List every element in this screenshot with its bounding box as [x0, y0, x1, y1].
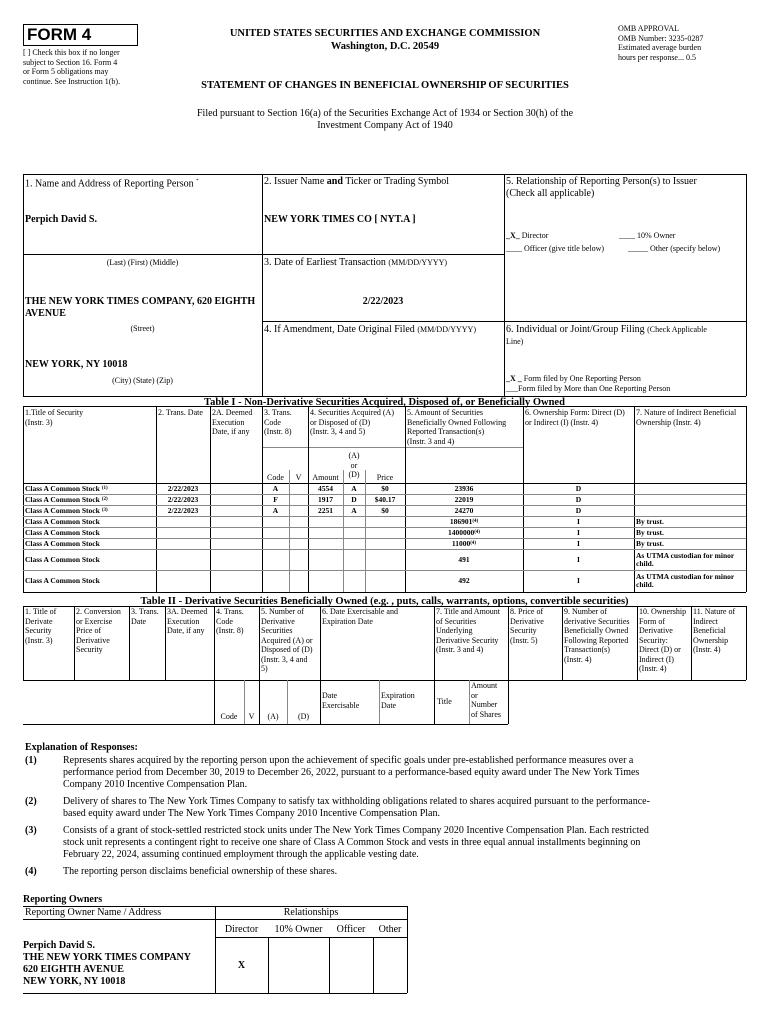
t1-cell-price: [365, 516, 405, 527]
explanation-line: performance period from December 30, 2019 to December 26, 2022, pursuant to a performance-based equity award under The New York Times: [63, 767, 640, 778]
t2-col5-header: 5. Number of Derivative Securities Acquired (A) or Disposed of (D) (Instr. 3, 4 and 5): [261, 607, 313, 673]
t1-cell-price: [365, 538, 405, 549]
t1-cell-code: [262, 483, 289, 494]
owners-col-ten-pct: 10% Owner: [274, 924, 323, 935]
t1-value-owned: 22019: [454, 494, 474, 504]
owner-name-address: Perpich David S. THE NEW YORK TIMES COMPANY 620 EIGHTH AVENUE NEW YORK, NY 10018: [23, 940, 191, 987]
t1-cell-aord: [343, 483, 365, 494]
t1-value-date: 2/22/2023: [167, 483, 199, 493]
table1-title: Table I - Non-Derivative Securities Acquired, Disposed of, or Beneficially Owned: [204, 397, 565, 408]
t1-cell-date: [156, 483, 210, 494]
explanation-line: February 22, 2024, assuming continued employment through the applicable vesting date.: [63, 848, 419, 860]
t1-cell-price: [365, 549, 405, 570]
t1-cell-nature: [636, 483, 746, 494]
t1-value-aord: A: [351, 483, 357, 493]
t1-value-nature: As UTMA custodian for minor child.: [636, 550, 735, 568]
t1-cell-price: [365, 494, 405, 505]
t1-value-code: A: [272, 483, 279, 493]
t1-value-title: Class A Common Stock: [25, 554, 100, 564]
street-caption: (Street): [130, 324, 155, 333]
reporting-person-city: NEW YORK, NY 10018: [25, 359, 128, 370]
t1-col3-header: 3. Trans. Code (Instr. 8): [264, 408, 292, 436]
t1-sub-aord: (A) or (D): [348, 451, 360, 479]
t2-col7-header: 7. Title and Amount of Securities Underlying Derivative Security (Instr. 3 and 4): [436, 607, 501, 654]
footnote-mark: (1): [101, 485, 108, 491]
footnote-mark: (4): [470, 540, 477, 546]
earliest-transaction-date: 2/22/2023: [362, 296, 404, 307]
t2-col2-header: 2. Conversion or Exercise Price of Derivative Security: [76, 607, 121, 654]
t1-cell-owned: [405, 483, 523, 494]
t1-cell-date: [156, 516, 210, 527]
explanation-text: [63, 825, 753, 861]
t1-cell-date: [156, 505, 210, 516]
t1-cell-owned: [405, 505, 523, 516]
t1-value-owned: 23936: [454, 483, 474, 493]
issuer-name: NEW YORK TIMES CO [ NYT.A ]: [264, 214, 416, 225]
reporting-person-street: THE NEW YORK TIMES COMPANY, 620 EIGHTH AVENUE: [25, 296, 256, 319]
relationship-ten-pct-row: ____ 10% Owner: [619, 231, 676, 240]
t1-cell-amount: [308, 549, 343, 570]
box6-label: 6. Individual or Joint/Group Filing (Check Applicable Line): [506, 324, 707, 346]
t2-col10-header: 10. Ownership Form of Derivative Security: Direct (D) or Indirect (I) (Instr. 4): [639, 607, 687, 673]
reporting-person-name: Perpich David S.: [25, 214, 97, 225]
box3-label: 3. Date of Earliest Transaction (MM/DD/YYYY): [264, 257, 448, 268]
t1-cell-code: [262, 527, 289, 538]
t1-cell-amount: [308, 570, 343, 592]
t1-cell-amount: [308, 483, 343, 494]
t1-cell-aord: [343, 527, 365, 538]
t1-col2-header: 2. Trans. Date: [158, 408, 203, 417]
t1-value-code: F: [273, 494, 278, 504]
t1-value-owned: 24270: [454, 505, 474, 515]
relationship-other-row: _____ Other (specify below): [628, 244, 721, 253]
explanation-text: [63, 866, 753, 878]
t2-col3a-header: 3A. Deemed Execution Date, if any: [167, 607, 208, 635]
footnote-mark: (3): [101, 507, 108, 513]
t1-cell-title: [25, 494, 154, 505]
t1-sub-price: Price: [376, 473, 394, 482]
t1-cell-owned: [405, 494, 523, 505]
t1-cell-code: [262, 494, 289, 505]
owners-col-name: Reporting Owner Name / Address: [25, 907, 162, 918]
t1-value-price: $0: [381, 483, 389, 493]
t1-value-form: I: [577, 554, 580, 564]
t1-value-nature: By trust.: [636, 516, 664, 526]
t1-value-form: D: [575, 505, 582, 515]
explanation-number: (4): [25, 865, 37, 877]
table2-title: Table II - Derivative Securities Beneficially Owned (e.g. , puts, calls, warrants, options, convertible securities): [140, 596, 629, 607]
t1-value-nature: As UTMA custodian for minor child.: [636, 572, 735, 589]
t1-cell-nature: [636, 570, 746, 592]
table-row: [0, 538, 770, 549]
t1-value-form: I: [577, 527, 580, 537]
t2-sub-title: Title: [437, 697, 452, 706]
t1-cell-owned: [405, 549, 523, 570]
t1-cell-code: [262, 570, 289, 592]
footnote-mark: (4): [474, 529, 481, 535]
t1-value-aord: A: [351, 505, 357, 515]
box1-label: 1. Name and Address of Reporting Person *: [25, 178, 199, 190]
t1-cell-amount: [308, 505, 343, 516]
agency-name: UNITED STATES SECURITIES AND EXCHANGE COMMISSION: [229, 28, 541, 39]
t1-value-title: Class A Common Stock: [25, 527, 100, 537]
t1-col1-header: 1.Title of Security (Instr. 3): [25, 408, 84, 427]
t2-col1-header: 1. Title of Derivate Security (Instr. 3): [25, 607, 57, 645]
t1-cell-title: [25, 527, 154, 538]
t1-value-owned: 11000: [451, 538, 471, 548]
t1-cell-amount: [308, 516, 343, 527]
t1-cell-aord: [343, 538, 365, 549]
t1-cell-aord: [343, 549, 365, 570]
t1-value-amount: 4554: [318, 483, 333, 493]
t1-value-form: I: [577, 538, 580, 548]
explanation-number: (1): [25, 755, 37, 766]
table-row: [0, 505, 770, 516]
explanation-heading: Explanation of Responses:: [25, 742, 138, 753]
t1-cell-form: [523, 549, 634, 570]
t1-cell-title: [25, 516, 154, 527]
t1-col2a-header: 2A. Deemed Execution Date, if any: [212, 408, 253, 436]
table-row: [0, 570, 770, 592]
t1-value-title: Class A Common Stock: [25, 494, 100, 504]
t1-cell-code: [262, 549, 289, 570]
footnote-mark: (2): [101, 496, 108, 502]
t1-cell-owned: [405, 516, 523, 527]
t1-value-form: D: [575, 483, 582, 493]
t1-cell-amount: [308, 527, 343, 538]
explanation-text: [63, 796, 753, 820]
t1-cell-date: [156, 570, 210, 592]
t1-cell-code: [262, 505, 289, 516]
owners-col-relationships: Relationships: [283, 907, 339, 918]
owners-col-director: Director: [224, 924, 259, 935]
t1-sub-amount: Amount: [312, 473, 339, 482]
t1-cell-form: [523, 538, 634, 549]
no-longer-subject-checkbox-text: [ ] Check this box if no longer subject to Section 16. Form 4 or Form 5 obligations may continue. See Instruction 1(b).: [23, 48, 121, 86]
t1-cell-title: [25, 483, 154, 494]
t1-cell-date: [156, 549, 210, 570]
t1-cell-title: [25, 570, 154, 592]
table-row: [0, 527, 770, 538]
t1-value-title: Class A Common Stock: [25, 538, 100, 548]
t1-cell-owned: [405, 570, 523, 592]
t1-value-title: Class A Common Stock: [25, 516, 100, 526]
t1-value-title: Class A Common Stock: [25, 576, 100, 585]
t1-value-nature: By trust.: [636, 538, 664, 548]
t2-sub-date-exercisable: Date Exercisable: [322, 691, 360, 710]
t1-cell-price: [365, 505, 405, 516]
t1-value-form: I: [577, 576, 580, 585]
table-row: [0, 494, 770, 505]
t1-cell-title: [25, 505, 154, 516]
t1-cell-form: [523, 516, 634, 527]
explanation-line: Company 2010 Incentive Compensation Plan.: [63, 779, 248, 790]
t1-value-owned: 492: [458, 576, 470, 585]
explanation-text: [63, 755, 753, 791]
t1-sub-v: V: [295, 473, 302, 482]
t1-value-nature: By trust.: [636, 527, 664, 537]
t2-sub-amount: Amount or Number of Shares: [471, 681, 501, 719]
table-row: [0, 483, 770, 494]
t1-cell-price: [365, 527, 405, 538]
form-title: FORM 4: [27, 25, 92, 44]
t2-col4-header: 4. Trans. Code (Instr. 8): [216, 607, 244, 635]
t1-cell-owned: [405, 527, 523, 538]
t2-sub-a: (A): [267, 712, 279, 721]
t1-sub-code: Code: [267, 473, 284, 482]
t2-col9-header: 9. Number of derivative Securities Beneficially Owned Following Reported Transaction(s) (Instr. 4): [564, 607, 630, 664]
t1-cell-form: [523, 483, 634, 494]
t1-value-price: $0: [381, 505, 389, 515]
t1-cell-aord: [343, 494, 365, 505]
t1-cell-amount: [308, 538, 343, 549]
t1-cell-nature: [636, 516, 746, 527]
filed-pursuant-text: Filed pursuant to Section 16(a) of the Securities Exchange Act of 1934 or Section 30(h) of the Investment Company Act of 1940: [196, 108, 574, 131]
t1-col6-header: 6. Ownership Form: Direct (D) or Indirect (I) (Instr. 4): [525, 408, 625, 427]
explanation-number: (2): [25, 796, 37, 807]
t1-value-aord: D: [351, 494, 357, 504]
t1-cell-code: [262, 516, 289, 527]
explanation-line: The reporting person disclaims beneficial ownership of these shares.: [63, 865, 338, 877]
relationship-director-row: _X_ Director: [506, 231, 549, 240]
t1-cell-date: [156, 494, 210, 505]
t2-sub-code: Code: [220, 712, 238, 721]
box2-label: 2. Issuer Name and Ticker or Trading Symbol: [264, 176, 450, 187]
t1-cell-form: [523, 527, 634, 538]
t1-cell-owned: [405, 538, 523, 549]
t1-value-owned: 491: [458, 554, 470, 564]
explanation-line: Consists of a grant of stock-settled restricted stock units under The New York Times Company 2020 Incentive Compensation Plan. Each restricted: [63, 824, 649, 836]
t1-value-title: Class A Common Stock: [25, 505, 100, 515]
t1-cell-form: [523, 494, 634, 505]
t1-cell-form: [523, 505, 634, 516]
owner-director-mark: X: [237, 960, 246, 971]
t1-cell-title: [25, 549, 154, 570]
t1-value-price: $40.17: [374, 494, 396, 504]
explanation-line: Delivery of shares to The New York Times Company to satisfy tax withholding obligations related to shares acquired pursuant to the performance-: [63, 796, 650, 807]
t1-value-amount: 1917: [318, 494, 333, 504]
t1-cell-nature: [636, 527, 746, 538]
box5-label: 5. Relationship of Reporting Person(s) to Issuer (Check all applicable): [506, 176, 697, 199]
t2-col6-header: 6. Date Exercisable and Expiration Date: [322, 607, 398, 626]
t2-col11-header: 11. Nature of Indirect Beneficial Ownership (Instr. 4): [693, 607, 736, 654]
t1-cell-nature: [636, 494, 746, 505]
footnote-mark: (4): [472, 518, 479, 524]
explanation-line: based equity award under The New York Times Company 2010 Incentive Compensation Plan.: [63, 808, 440, 819]
t1-cell-amount: [308, 494, 343, 505]
t1-value-form: D: [575, 494, 582, 504]
t1-value-title: Class A Common Stock: [25, 483, 100, 493]
t1-cell-nature: [636, 505, 746, 516]
t2-col8-header: 8. Price of Derivative Security (Instr. 5): [510, 607, 544, 645]
owners-col-officer: Officer: [336, 924, 366, 935]
explanation-line: stock unit represents a contingent right to receive one share of Class A Common Stock and vests in three equal annual installments beginning on: [63, 836, 641, 848]
t1-cell-nature: [636, 538, 746, 549]
t2-col3-header: 3. Trans. Date: [131, 607, 159, 626]
agency-location: Washington, D.C. 20549: [330, 41, 440, 52]
t1-cell-price: [365, 570, 405, 592]
t1-cell-date: [156, 527, 210, 538]
t1-cell-aord: [343, 516, 365, 527]
t1-value-date: 2/22/2023: [167, 494, 199, 504]
t1-cell-aord: [343, 505, 365, 516]
statement-title: STATEMENT OF CHANGES IN BENEFICIAL OWNERSHIP OF SECURITIES: [201, 80, 569, 91]
t1-col7-header: 7. Nature of Indirect Beneficial Ownership (Instr. 4): [636, 408, 737, 427]
t1-cell-price: [365, 483, 405, 494]
relationship-officer-row: ____ Officer (give title below): [506, 244, 605, 253]
t1-cell-aord: [343, 570, 365, 592]
table-row: [0, 516, 770, 527]
city-caption: (City) (State) (Zip): [112, 376, 173, 385]
reporting-owners-heading: Reporting Owners: [23, 894, 103, 905]
explanation-number: (3): [25, 824, 37, 836]
t2-sub-v: V: [248, 712, 255, 721]
t1-cell-nature: [636, 549, 746, 570]
t1-value-amount: 2251: [318, 505, 333, 515]
filing-more-persons: ___Form filed by More than One Reporting Person: [506, 384, 671, 393]
owners-col-other: Other: [378, 924, 402, 935]
t1-value-owned: 1400000: [447, 527, 475, 537]
t1-cell-code: [262, 538, 289, 549]
t1-value-form: I: [577, 516, 580, 526]
box4-label: 4. If Amendment, Date Original Filed (MM/DD/YYYY): [264, 324, 476, 335]
table-row: [0, 549, 770, 570]
t1-value-date: 2/22/2023: [167, 505, 199, 515]
name-caption: (Last) (First) (Middle): [106, 258, 179, 267]
t1-value-owned: 186901: [449, 516, 473, 526]
t1-value-code: A: [272, 505, 279, 515]
t1-col5-header: 5. Amount of Securities Beneficially Owned Following Reported Transaction(s) (Instr. 3 and 4): [407, 408, 507, 446]
t1-col4-header: 4. Securities Acquired (A) or Disposed of (D) (Instr. 3, 4 and 5): [310, 408, 394, 436]
filing-one-person: _X _ Form filed by One Reporting Person: [506, 374, 641, 383]
t1-cell-title: [25, 538, 154, 549]
t1-cell-form: [523, 570, 634, 592]
explanation-line: Represents shares acquired by the reporting person upon the achievement of specific goals under pre-established performance measures over a: [63, 755, 634, 766]
t2-sub-d: (D): [297, 712, 310, 721]
t1-cell-date: [156, 538, 210, 549]
t2-sub-expiration: Expiration Date: [381, 691, 415, 710]
omb-approval-block: OMB APPROVAL OMB Number: 3235-0287 Estimated average burden hours per response... 0.5: [618, 24, 704, 62]
